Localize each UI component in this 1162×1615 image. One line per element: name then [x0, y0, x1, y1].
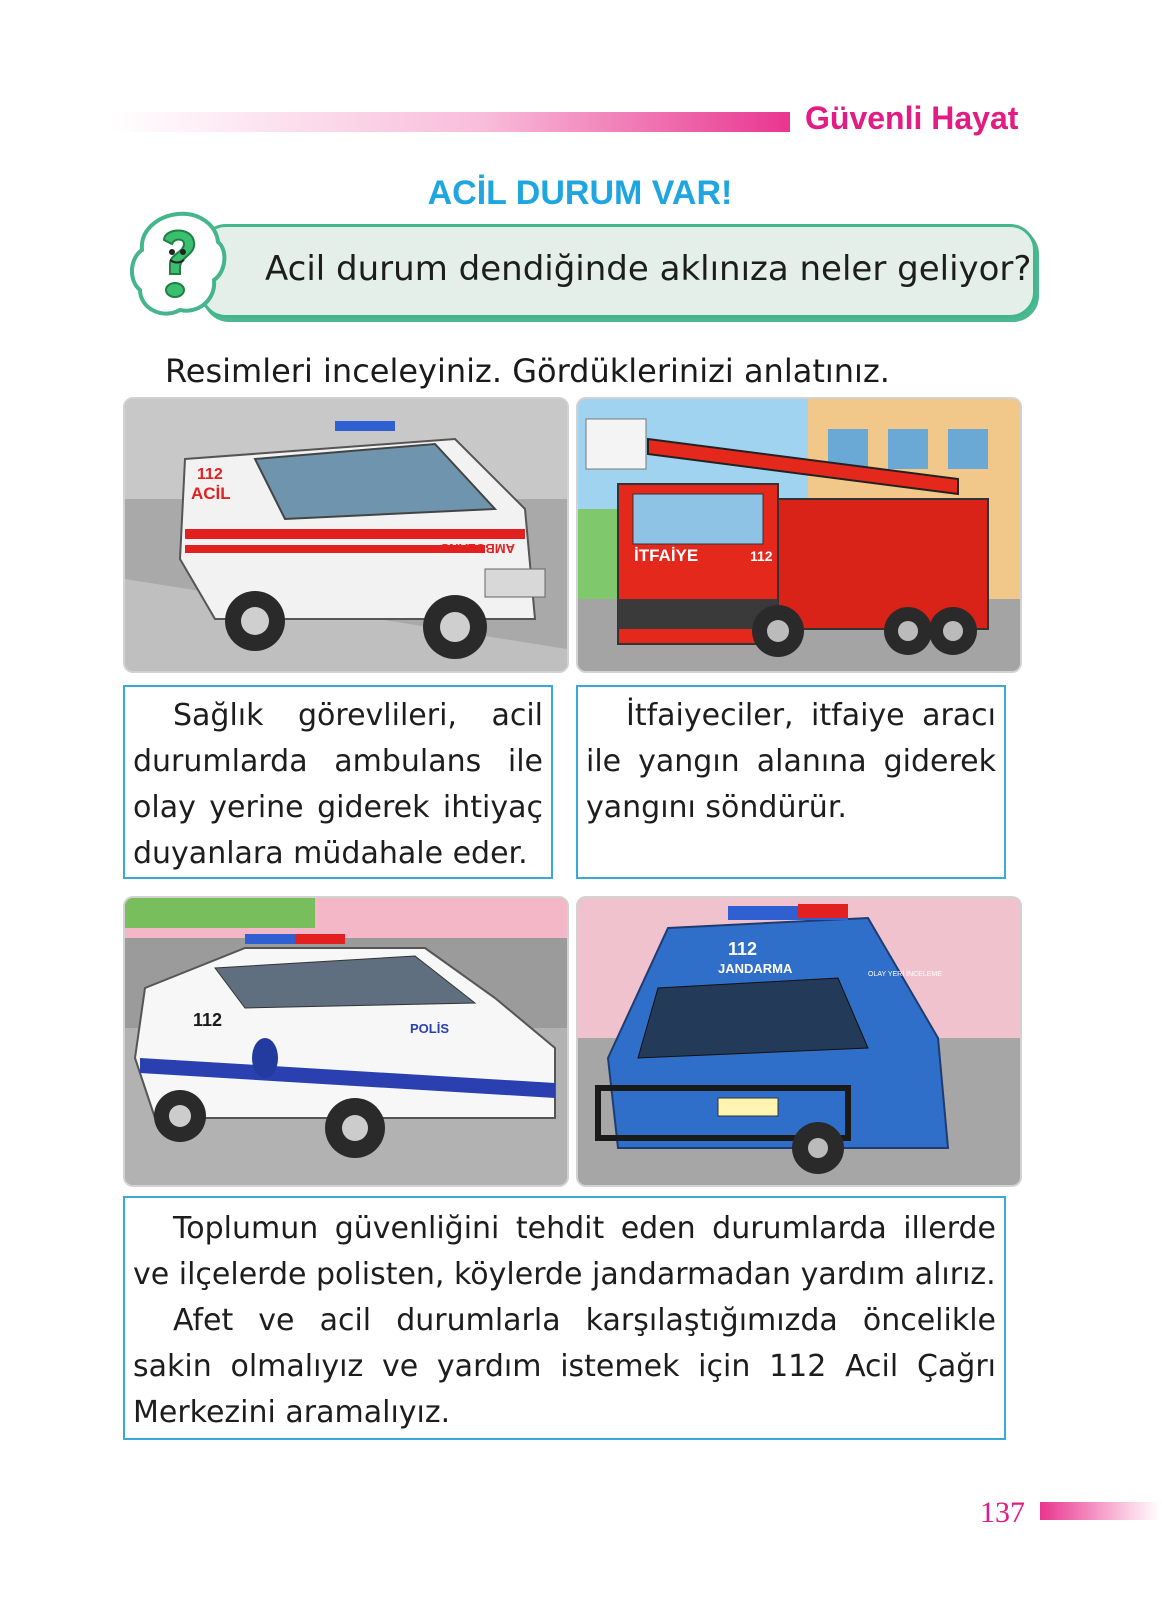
security-textbox [123, 1196, 1006, 1440]
question-mascot-icon [128, 210, 228, 326]
gendarmerie-van-illustration [576, 896, 1022, 1187]
ambulance-illustration [123, 397, 569, 673]
security-paragraph-2: Afet ve acil durumlarla karşılaştığımızda öncelikle sakin olmalıyız ve yardım istemek için 112 Acil Çağrı Merkezini aramalıyız. [133, 1303, 996, 1430]
police-number-label: 112 [193, 1010, 223, 1030]
footer-gradient-bar [1040, 1502, 1160, 1520]
ambulance-acil-label: ACİL [191, 484, 231, 503]
gendarmerie-jandarma-label: JANDARMA [718, 961, 793, 976]
health-workers-text: Sağlık görevlileri, acil durumlarda ambulans ile olay yerine giderek ihtiyaç duyanlara müdahale eder. [133, 698, 543, 871]
subject-title: Güvenli Hayat [805, 100, 1019, 136]
fire-truck-illustration [576, 397, 1022, 673]
page-number: 137 [980, 1496, 1025, 1529]
gendarmerie-number-label: 112 [728, 939, 758, 959]
gendarmerie-olay-yeri-label: OLAY YERİ İNCELEME [868, 971, 942, 978]
ambulance-hood-label: AMBULANS [440, 541, 515, 556]
page-title: ACİL DURUM VAR! [427, 174, 733, 212]
police-polis-label: POLİS [410, 1021, 450, 1036]
security-paragraph-1: Toplumun güvenliğini tehdit eden durumlarda illerde ve ilçelerde polisten, köylerde jandarmadan yardım alırız. [133, 1211, 996, 1292]
ambulance-number-label: 112 [197, 466, 223, 483]
fire-truck-itfaiye-label: İTFAİYE [634, 546, 699, 565]
health-workers-textbox [123, 685, 553, 879]
header-gradient-bar [110, 112, 790, 132]
instruction-text: Resimleri inceleyiniz. Gördüklerinizi anlatınız. [165, 352, 890, 390]
police-car-illustration [123, 896, 569, 1187]
question-text: Acil durum dendiğinde aklınıza neler geliyor? [265, 249, 1032, 289]
firefighters-text: İtfaiyeciler, itfaiye aracı ile yangın alanına giderek yangını söndürür. [586, 698, 996, 825]
fire-truck-number-label: 112 [750, 548, 773, 564]
firefighters-textbox [576, 685, 1006, 879]
